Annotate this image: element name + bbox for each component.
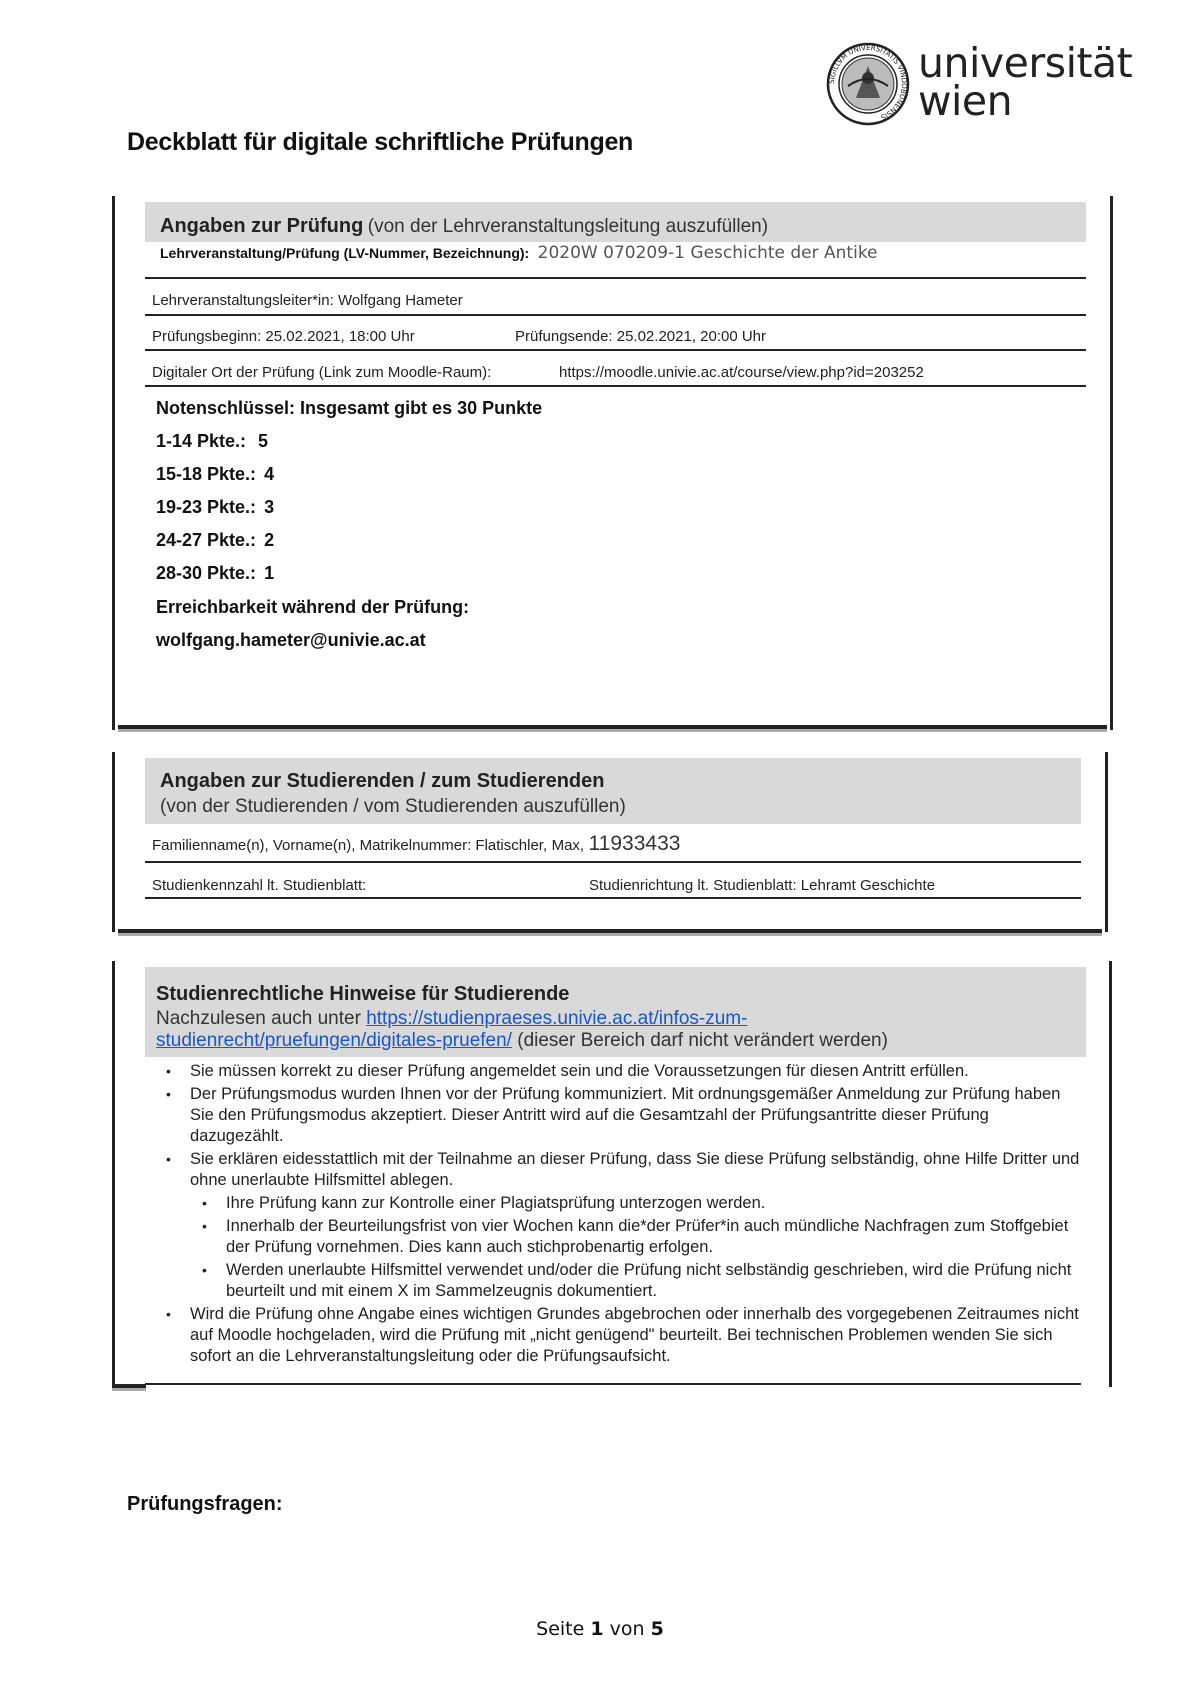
contact-label: Erreichbarkeit während der Prüfung: [156,597,470,617]
course-value: 2020W 070209-1 Geschichte der Antike [537,243,878,263]
grade-row: 1-14 Pkte.: 5 [156,431,269,451]
svg-text:SIGILLVM UNIVERSITATIS VINDOBO: SIGILLVM UNIVERSITATIS VINDOBONENSIS [827,43,909,122]
student-section-heading: Angaben zur Studierenden / zum Studierenden [160,770,605,792]
studienpraeses-link[interactable]: https://studienpraeses.univie.ac.at/infos-zum- studienrecht/pruefungen/digitales-pruefen/ [156,1008,748,1051]
contact-email: wolfgang.hameter@univie.ac.at [156,630,426,650]
course-label: Lehrveranstaltung/Prüfung (LV-Nummer, Bezeichnung): [160,245,530,261]
student-section-heading-note: (von der Studierenden / vom Studierenden auszufüllen) [160,796,626,817]
exam-section-heading-note: (von der Lehrveranstaltungsleitung auszufüllen) [367,216,769,237]
list-item: • Wird die Prüfung ohne Angabe eines wichtigen Grundes abgebrochen oder innerhalb des vorgegebenen Zeitraumes nicht auf Moodle hochgeladen, wird die Prüfung mit „nicht genügend" beurteilt. Bei technischen Problemen wenden Sie sich sofort an die Lehrveranstaltungsleitung oder die Prüfungsaufsicht. [166,1305,1079,1365]
student-matrikel: 11933433 [588,832,681,855]
notes-section-intro: Nachzulesen auch unter https://studienpraeses.univie.ac.at/infos-zum- studienrecht/pruefungen/digitales-pruefen/ (dieser Bereich darf nicht verändert werden) [156,1008,888,1051]
questions-label: Prüfungsfragen: [127,1493,283,1515]
notes-list [160,1061,1080,1369]
study-program: Studienrichtung lt. Studienblatt: Lehramt Geschichte [589,877,936,894]
list-item: • Werden unerlaubte Hilfsmittel verwendet und/oder die Prüfung nicht selbständig geschrieben, wird die Prüfung nicht beurteilt und mit einem X im Sammelzeugnis dokumentiert. [202,1261,1072,1300]
grade-row: 24-27 Pkte.: 2 [156,530,275,550]
page-title: Deckblatt für digitale schriftliche Prüfungen [127,128,634,156]
exam-location-label: Digitaler Ort der Prüfung (Link zum Moodle-Raum): [152,364,492,381]
student-name-label: Familienname(n), Vorname(n), Matrikelnummer: Flatischler, [152,837,548,854]
grade-row: 28-30 Pkte.: 1 [156,563,275,583]
grade-row: 19-23 Pkte.: 3 [156,497,275,517]
grade-row: 15-18 Pkte.: 4 [156,464,275,484]
list-item: • Ihre Prüfung kann zur Kontrolle einer Plagiatsprüfung unterzogen werden. [202,1194,766,1212]
student-first-name: Max, [551,837,585,854]
exam-section-heading: Angaben zur Prüfung [160,215,364,237]
lecturer: Lehrveranstaltungsleiter*in: Wolfgang Hameter [152,292,463,309]
university-wordmark: universität wien [918,39,1133,125]
exam-start: Prüfungsbeginn: 25.02.2021, 18:00 Uhr [152,328,415,345]
exam-location-url: https://moodle.univie.ac.at/course/view.php?id=203252 [559,364,924,381]
university-seal-icon [826,42,910,126]
list-item: • Der Prüfungsmodus wurden Ihnen vor der Prüfung kommuniziert. Mit ordnungsgemäßer Anmeldung zur Prüfung haben Sie den Prüfungsmodus akzeptiert. Dieser Antritt wird auf die Gesamtzahl der Prüfungsantritte dieser Prüfung dazugezählt. [166,1085,1061,1145]
list-item: • Sie müssen korrekt zu dieser Prüfung angemeldet sein und die Voraussetzungen für diesen Antritt erfüllen. [166,1062,969,1080]
study-code: Studienkennzahl lt. Studienblatt: [152,877,367,894]
list-item: • Innerhalb der Beurteilungsfrist von vier Wochen kann die*der Prüfer*in auch mündliche Nachfragen zum Stoffgebiet der Prüfung vornehmen. Dies kann auch stichprobenartig erfolgen. [202,1217,1069,1256]
exam-end: Prüfungsende: 25.02.2021, 20:00 Uhr [515,328,767,345]
university-logo [826,39,1133,126]
list-item: • Sie erklären eidesstattlich mit der Teilnahme an dieser Prüfung, dass Sie diese Prüfung selbständig, ohne Hilfe Dritter und ohne unerlaubte Hilfsmittel ablegen. [166,1150,1080,1189]
grading-title: Notenschlüssel: Insgesamt gibt es 30 Punkte [156,398,543,418]
notes-section-heading: Studienrechtliche Hinweise für Studierende [156,983,570,1005]
page-number: Seite 1 von 5 [536,1618,664,1640]
